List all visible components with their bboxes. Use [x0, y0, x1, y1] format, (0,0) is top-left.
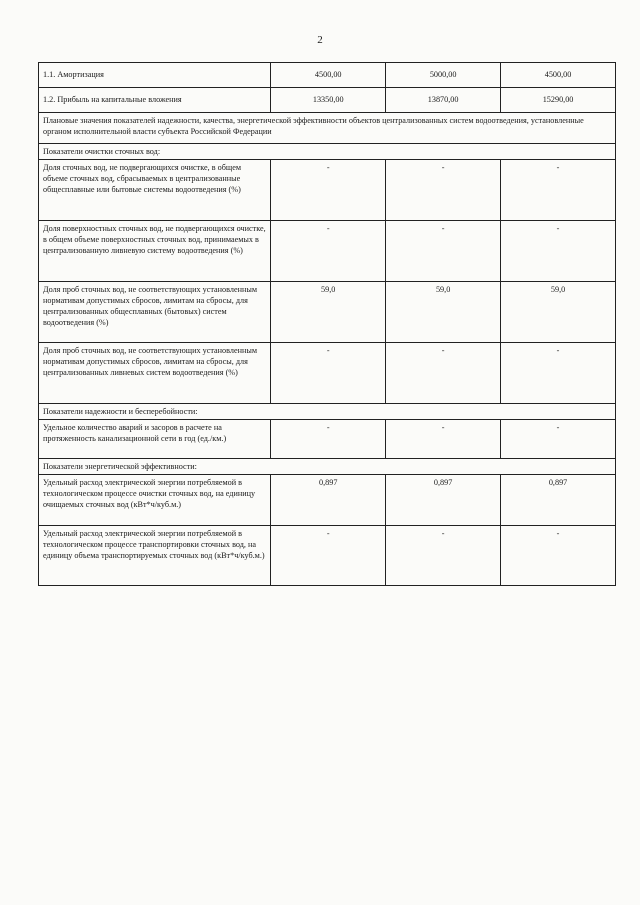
cell-value: -	[501, 221, 616, 282]
cell-value: 0,897	[501, 475, 616, 526]
page-number: 2	[317, 34, 323, 46]
table-row	[39, 282, 616, 343]
section-heading-reliability: Показатели надежности и бесперебойности:	[39, 404, 616, 420]
cell-value: 13350,00	[271, 88, 386, 113]
row-label-accidents: Удельное количество аварий и засоров в расчете на протяженность канализационной сети в год (ед./км.)	[39, 420, 271, 459]
cell-value: 0,897	[386, 475, 501, 526]
row-label-energy-cleaning: Удельный расход электрической энергии потребляемой в технологическом процессе очистки сточных вод, на единицу очищаемых сточных вод (кВт*ч/куб.м.)	[39, 475, 271, 526]
table-row	[39, 343, 616, 404]
cell-value: -	[501, 160, 616, 221]
cell-value: 4500,00	[271, 63, 386, 88]
cell-value: -	[271, 160, 386, 221]
table-row	[39, 221, 616, 282]
table-row	[39, 459, 616, 475]
cell-value: -	[271, 420, 386, 459]
cell-value: -	[386, 526, 501, 586]
cell-value: 5000,00	[386, 63, 501, 88]
row-label-untreated-share: Доля сточных вод, не подвергающихся очистке, в общем объеме сточных вод, сбрасываемых в централизованные общесплавные или бытовые системы водоотведения (%)	[39, 160, 271, 221]
cell-value: 59,0	[501, 282, 616, 343]
row-label-surface-share: Доля поверхностных сточных вод, не подвергающихся очистке, в общем объеме поверхностных сточных вод, принимаемых в централизованную ливневую систему водоотведения (%)	[39, 221, 271, 282]
cell-value: -	[501, 420, 616, 459]
cell-value: -	[501, 526, 616, 586]
table-row	[39, 404, 616, 420]
cell-value: -	[271, 526, 386, 586]
table-row	[39, 113, 616, 144]
cell-value: -	[386, 221, 501, 282]
cell-value: 59,0	[271, 282, 386, 343]
row-label-profit: 1.2. Прибыль на капитальные вложения	[39, 88, 271, 113]
cell-value: -	[386, 420, 501, 459]
cell-value: 59,0	[386, 282, 501, 343]
row-label-samples-general: Доля проб сточных вод, не соответствующих установленным нормативам допустимых сбросов, лимитам на сбросы, для централизованных общесплавных (бытовых) систем водоотведения (%)	[39, 282, 271, 343]
cell-value: 0,897	[271, 475, 386, 526]
cell-value: -	[271, 343, 386, 404]
table-row	[39, 420, 616, 459]
table-row	[39, 160, 616, 221]
row-label-energy-transport: Удельный расход электрической энергии потребляемой в технологическом процессе транспортировки сточных вод, на единицу объема транспортируемых сточных вод (кВт*ч/куб.м.)	[39, 526, 271, 586]
indicators-table	[38, 62, 616, 586]
table-row	[39, 526, 616, 586]
cell-value: -	[386, 160, 501, 221]
table-row	[39, 144, 616, 160]
cell-value: 4500,00	[501, 63, 616, 88]
cell-value: 15290,00	[501, 88, 616, 113]
table-row	[39, 88, 616, 113]
row-label-samples-storm: Доля проб сточных вод, не соответствующих установленным нормативам допустимых сбросов, лимитам на сбросы, для централизованных ливневых систем водоотведения (%)	[39, 343, 271, 404]
cell-value: -	[386, 343, 501, 404]
row-label-amortization: 1.1. Амортизация	[39, 63, 271, 88]
section-heading-energy: Показатели энергетической эффективности:	[39, 459, 616, 475]
table-row	[39, 63, 616, 88]
plan-header: Плановые значения показателей надежности, качества, энергетической эффективности объектов централизованных систем водоотведения, установленные органом исполнительной власти субъекта Российской Федерации	[39, 113, 616, 144]
cell-value: -	[271, 221, 386, 282]
table-row	[39, 475, 616, 526]
cell-value: -	[501, 343, 616, 404]
section-heading-cleaning: Показатели очистки сточных вод:	[39, 144, 616, 160]
cell-value: 13870,00	[386, 88, 501, 113]
